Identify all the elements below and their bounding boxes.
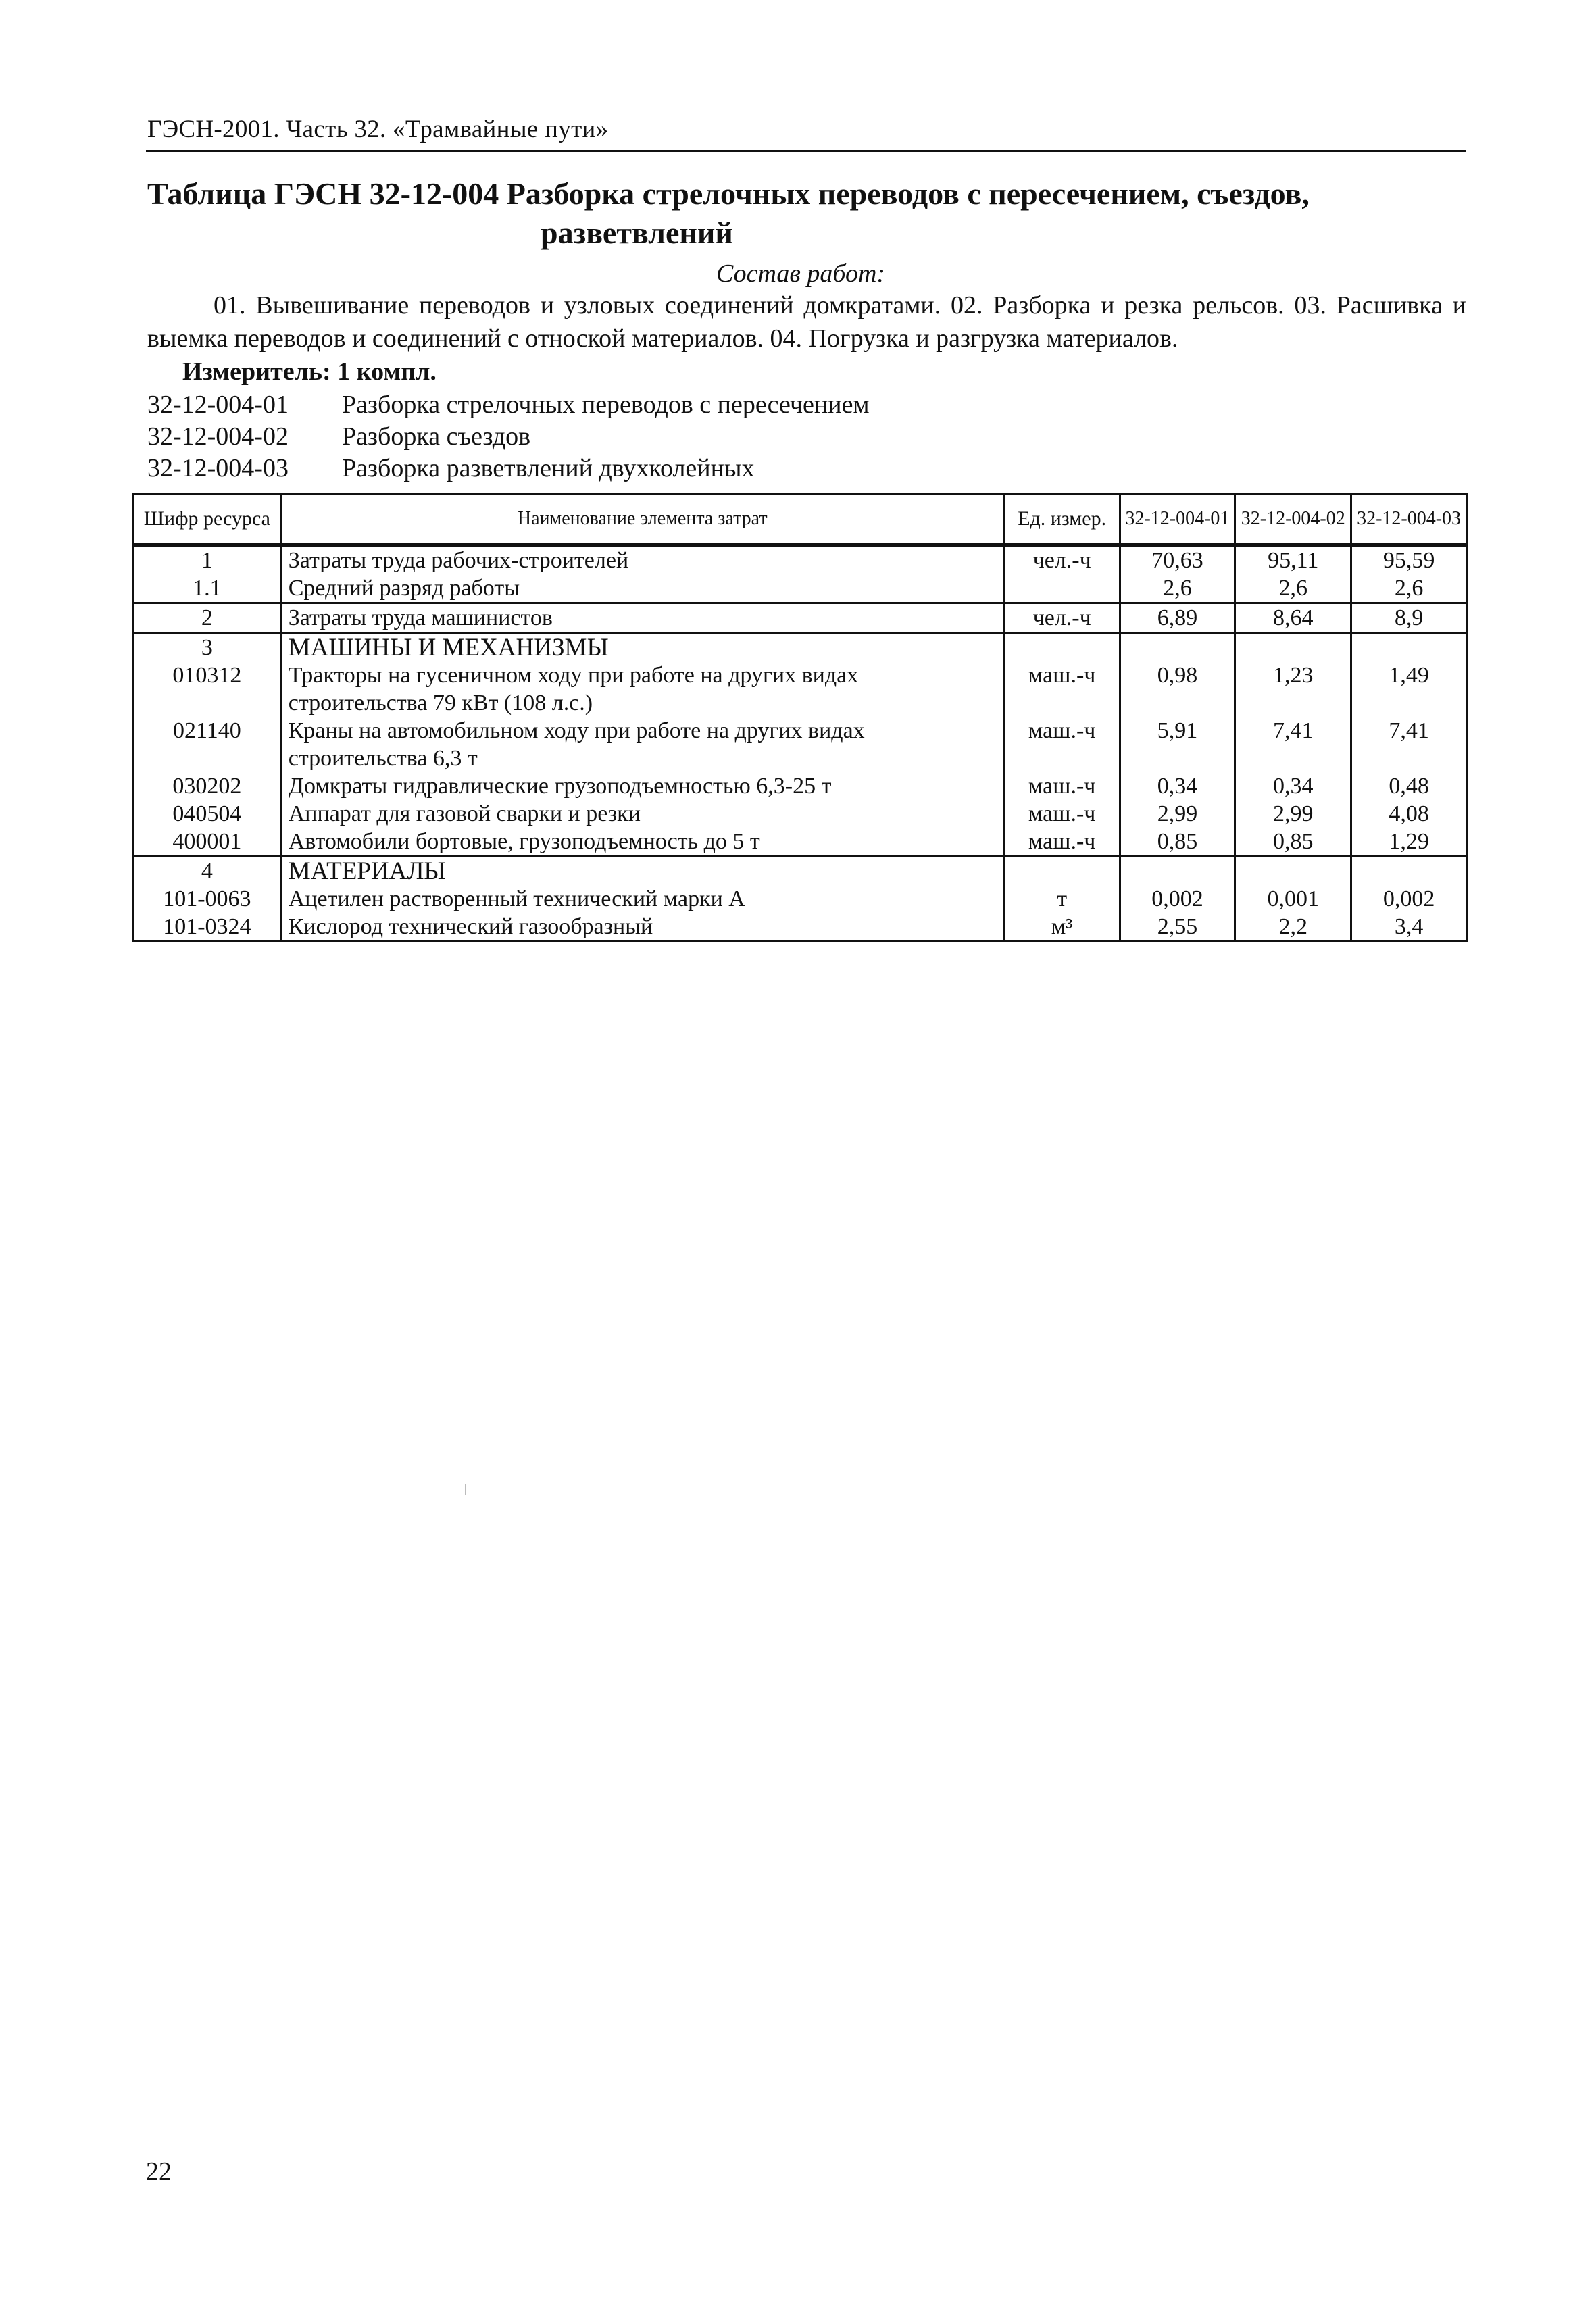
header-col-3: 32-12-004-03 <box>1351 494 1467 545</box>
norm-code: 32-12-004-03 <box>147 454 289 482</box>
norm-code-name: Разборка разветвлений двухколейных <box>342 454 755 482</box>
norm-code-item <box>147 421 869 453</box>
cell-code: 1.1 <box>134 574 281 603</box>
cell-value-2: 8,64 <box>1235 603 1351 633</box>
table-row <box>134 828 1467 857</box>
cell-value-3: 0,48 <box>1351 772 1467 800</box>
cell-code: 2 <box>134 603 281 633</box>
cell-value-2: 2,99 <box>1235 800 1351 828</box>
cell-unit: маш.-ч <box>1004 800 1120 828</box>
cell-value-1: 2,55 <box>1120 913 1235 942</box>
cell-value-1: 2,6 <box>1120 574 1235 603</box>
cell-value-1: 5,91 <box>1120 717 1235 772</box>
scan-mark <box>465 1484 466 1495</box>
cell-unit: т <box>1004 885 1120 913</box>
norm-code-item <box>147 389 869 421</box>
cell-value-2: 95,11 <box>1235 545 1351 575</box>
header-resource-code: Шифр ресурса <box>134 494 281 545</box>
cell-value-2: 0,85 <box>1235 828 1351 857</box>
section-title: МАШИНЫ И МЕХАНИЗМЫ <box>280 633 1004 662</box>
table-row <box>134 717 1467 772</box>
cell-value-1: 0,002 <box>1120 885 1235 913</box>
cell-unit <box>1004 574 1120 603</box>
section-title: МАТЕРИАЛЫ <box>280 857 1004 886</box>
cell-code: 030202 <box>134 772 281 800</box>
cell-name: Домкраты гидравлические грузоподъемностью 6,3-25 т <box>280 772 1004 800</box>
running-header: ГЭСН-2001. Часть 32. «Трамвайные пути» <box>147 116 609 143</box>
table-row <box>134 545 1467 575</box>
cell-value-3 <box>1351 857 1467 886</box>
table-row <box>134 603 1467 633</box>
cell-value-2: 7,41 <box>1235 717 1351 772</box>
cell-unit <box>1004 857 1120 886</box>
cell-value-3: 3,4 <box>1351 913 1467 942</box>
resource-table <box>132 493 1468 942</box>
composition-label: Состав работ: <box>716 259 886 288</box>
cell-code: 021140 <box>134 717 281 772</box>
norm-code: 32-12-004-01 <box>147 391 289 419</box>
norm-code-name: Разборка съездов <box>342 422 531 451</box>
cell-name: Краны на автомобильном ходу при работе на других видах строительства 6,3 т <box>280 717 1004 772</box>
cell-code: 040504 <box>134 800 281 828</box>
cell-code: 4 <box>134 857 281 886</box>
section-row-materials <box>134 857 1467 886</box>
cell-value-1: 0,34 <box>1120 772 1235 800</box>
cell-value-1: 2,99 <box>1120 800 1235 828</box>
meter: Измеритель: 1 компл. <box>182 357 437 386</box>
cell-unit: маш.-ч <box>1004 717 1120 772</box>
cell-value-1 <box>1120 633 1235 662</box>
cell-unit: чел.-ч <box>1004 603 1120 633</box>
cell-value-3: 95,59 <box>1351 545 1467 575</box>
cell-value-1: 6,89 <box>1120 603 1235 633</box>
cell-value-1 <box>1120 857 1235 886</box>
cell-value-3: 7,41 <box>1351 717 1467 772</box>
cell-name: Кислород технический газообразный <box>280 913 1004 942</box>
table-row <box>134 885 1467 913</box>
table-row <box>134 574 1467 603</box>
cell-name: Аппарат для газовой сварки и резки <box>280 800 1004 828</box>
cell-value-3: 1,29 <box>1351 828 1467 857</box>
composition-text: 01. Вывешивание переводов и узловых соединений домкратами. 02. Разборка и резка рельсов. 03. Расшивка и выемка переводов и соединений с отноской материалов. 04. Погрузка и разгрузка материалов. <box>147 291 1466 353</box>
header-col-1: 32-12-004-01 <box>1120 494 1235 545</box>
cell-code: 1 <box>134 545 281 575</box>
norm-code-list <box>147 389 869 484</box>
header-name: Наименование элемента затрат <box>280 494 1004 545</box>
cell-value-2: 2,2 <box>1235 913 1351 942</box>
cell-name: Автомобили бортовые, грузоподъемность до 5 т <box>280 828 1004 857</box>
cell-value-1: 70,63 <box>1120 545 1235 575</box>
cell-name: Ацетилен растворенный технический марки А <box>280 885 1004 913</box>
cell-value-1: 0,85 <box>1120 828 1235 857</box>
cell-value-3: 0,002 <box>1351 885 1467 913</box>
cell-unit: чел.-ч <box>1004 545 1120 575</box>
cell-unit: маш.-ч <box>1004 661 1120 717</box>
cell-unit: м³ <box>1004 913 1120 942</box>
table-row <box>134 661 1467 717</box>
table-header-row <box>134 494 1467 545</box>
cell-value-2: 0,34 <box>1235 772 1351 800</box>
cell-name: Тракторы на гусеничном ходу при работе на других видах строительства 79 кВт (108 л.с.) <box>280 661 1004 717</box>
section-row-machines <box>134 633 1467 662</box>
cell-value-3: 8,9 <box>1351 603 1467 633</box>
norm-code-item <box>147 453 869 484</box>
cell-code: 010312 <box>134 661 281 717</box>
cell-value-2: 1,23 <box>1235 661 1351 717</box>
cell-name: Затраты труда машинистов <box>280 603 1004 633</box>
table-title-line-2: разветвлений <box>541 216 733 250</box>
table-title <box>147 174 1466 253</box>
table-row <box>134 772 1467 800</box>
norm-code-name: Разборка стрелочных переводов с пересечением <box>342 391 870 419</box>
cell-name: Средний разряд работы <box>280 574 1004 603</box>
cell-code: 101-0324 <box>134 913 281 942</box>
cell-name: Затраты труда рабочих-строителей <box>280 545 1004 575</box>
header-unit: Ед. измер. <box>1004 494 1120 545</box>
cell-value-2: 2,6 <box>1235 574 1351 603</box>
cell-value-2 <box>1235 633 1351 662</box>
cell-value-1: 0,98 <box>1120 661 1235 717</box>
page-number: 22 <box>146 2157 172 2186</box>
table-title-line-1: Таблица ГЭСН 32-12-004 Разборка стрелочных переводов с пересечением, съездов, <box>147 176 1310 211</box>
table-row <box>134 800 1467 828</box>
header-rule <box>146 150 1466 152</box>
cell-unit: маш.-ч <box>1004 772 1120 800</box>
cell-code: 3 <box>134 633 281 662</box>
table-row <box>134 913 1467 942</box>
cell-unit: маш.-ч <box>1004 828 1120 857</box>
cell-value-3: 2,6 <box>1351 574 1467 603</box>
cell-unit <box>1004 633 1120 662</box>
cell-value-3: 4,08 <box>1351 800 1467 828</box>
norm-code: 32-12-004-02 <box>147 422 289 451</box>
cell-value-3 <box>1351 633 1467 662</box>
cell-code: 101-0063 <box>134 885 281 913</box>
header-col-2: 32-12-004-02 <box>1235 494 1351 545</box>
cell-value-2 <box>1235 857 1351 886</box>
cell-value-2: 0,001 <box>1235 885 1351 913</box>
cell-value-3: 1,49 <box>1351 661 1467 717</box>
cell-code: 400001 <box>134 828 281 857</box>
